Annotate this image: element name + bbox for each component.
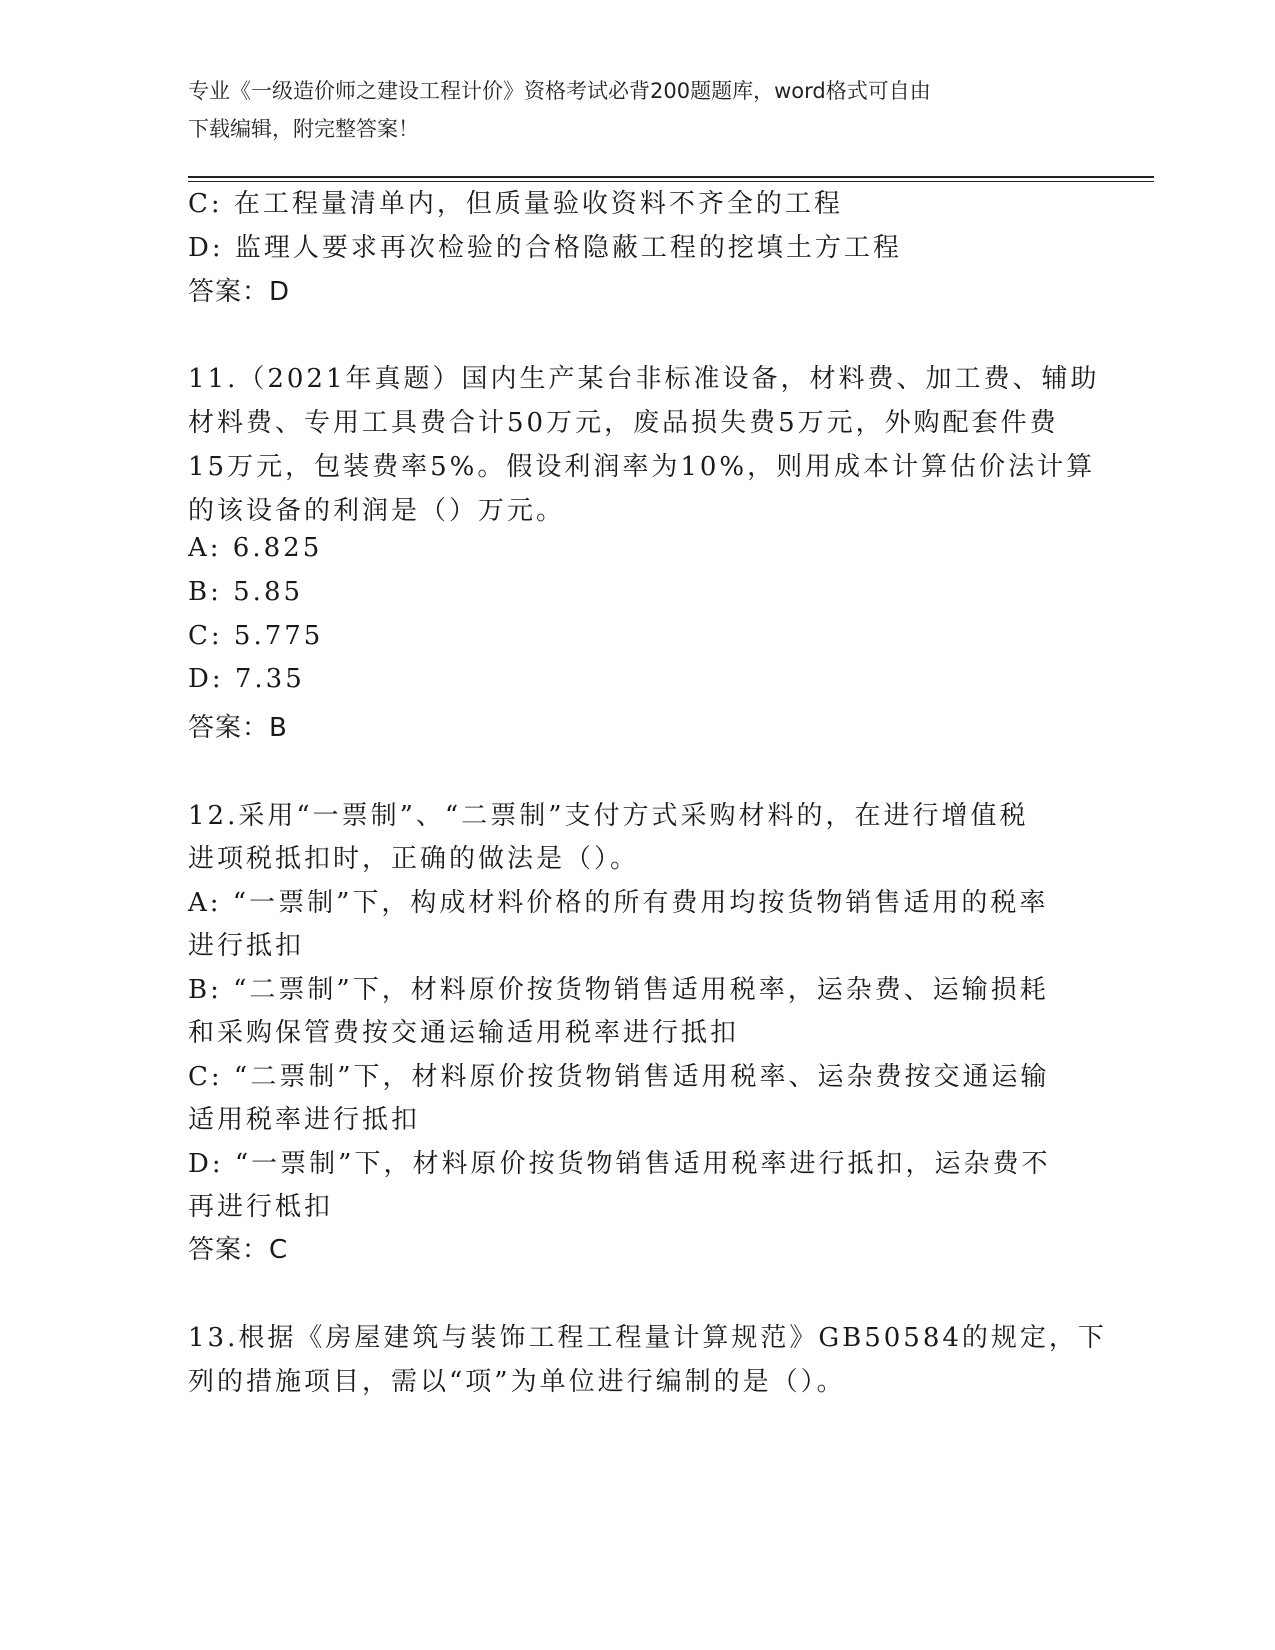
q12-answer: 答案：C: [188, 1235, 289, 1265]
prev-answer: 答案：D: [188, 277, 291, 307]
q13-stem-line-1: 13.根据《房屋建筑与装饰工程工程量计算规范》GB50584的规定，下: [188, 1323, 1107, 1353]
q11-option-d: D: 7.35: [188, 664, 305, 694]
q12-option-b-line-1: B: “二票制”下，材料原价按货物销售适用税率，运杂费、运输损耗: [188, 975, 1049, 1005]
q12-stem-line-2: 进项税抵扣时，正确的做法是（）。: [188, 844, 640, 874]
header-line-1: 专业《一级造价师之建设工程计价》资格考试必背200题题库，word格式可自由: [188, 79, 931, 103]
prev-option-d: D: 监理人要求再次检验的合格隐蔽工程的挖填土方工程: [188, 233, 902, 263]
q12-option-d-line-2: 再进行柢扣: [188, 1192, 334, 1222]
q12-stem-line-1: 12.采用“一票制”、“二票制”支付方式采购材料的，在进行增值税: [188, 801, 1029, 831]
q11-stem-line-2: 材料费、专用工具费合计50万元，废品损失费5万元，外购配套件费: [188, 408, 1059, 438]
q12-option-c-line-2: 适用税率进行抵扣: [188, 1105, 421, 1135]
document-header: [188, 72, 1068, 148]
q11-stem-line-4: 的该设备的利润是（）万元。: [188, 496, 566, 526]
q12-option-a-line-2: 进行抵扣: [188, 931, 305, 961]
q12-option-b-line-2: 和采购保管费按交通运输适用税率进行抵扣: [188, 1018, 740, 1048]
header-divider: [188, 176, 1154, 182]
q12-option-c-line-1: C: “二票制”下，材料原价按货物销售适用税率、运杂费按交通运输: [188, 1062, 1050, 1092]
q11-stem-line-3: 15万元，包装费率5%。假设利润率为10%，则用成本计算估价法计算: [188, 452, 1096, 482]
q11-option-b: B: 5.85: [188, 577, 304, 607]
q12-option-a-line-1: A: “一票制”下，构成材料价格的所有费用均按货物销售适用的税率: [188, 888, 1049, 918]
q13-stem-line-2: 列的措施项目，需以“项”为单位进行编制的是（）。: [188, 1367, 846, 1397]
q12-option-d-line-1: D: “一票制”下，材料原价按货物销售适用税率进行抵扣，运杂费不: [188, 1149, 1051, 1179]
prev-option-c: C: 在工程量清单内，但质量验收资料不齐全的工程: [188, 189, 843, 219]
q11-option-c: C: 5.775: [188, 621, 324, 651]
q11-stem-line-1: 11.（2021年真题）国内生产某台非标准设备，材料费、加工费、辅助: [188, 364, 1100, 394]
q11-option-a: A: 6.825: [188, 533, 323, 563]
q11-answer: 答案：B: [188, 713, 288, 743]
header-line-2: 下载编辑，附完整答案！: [188, 117, 419, 141]
